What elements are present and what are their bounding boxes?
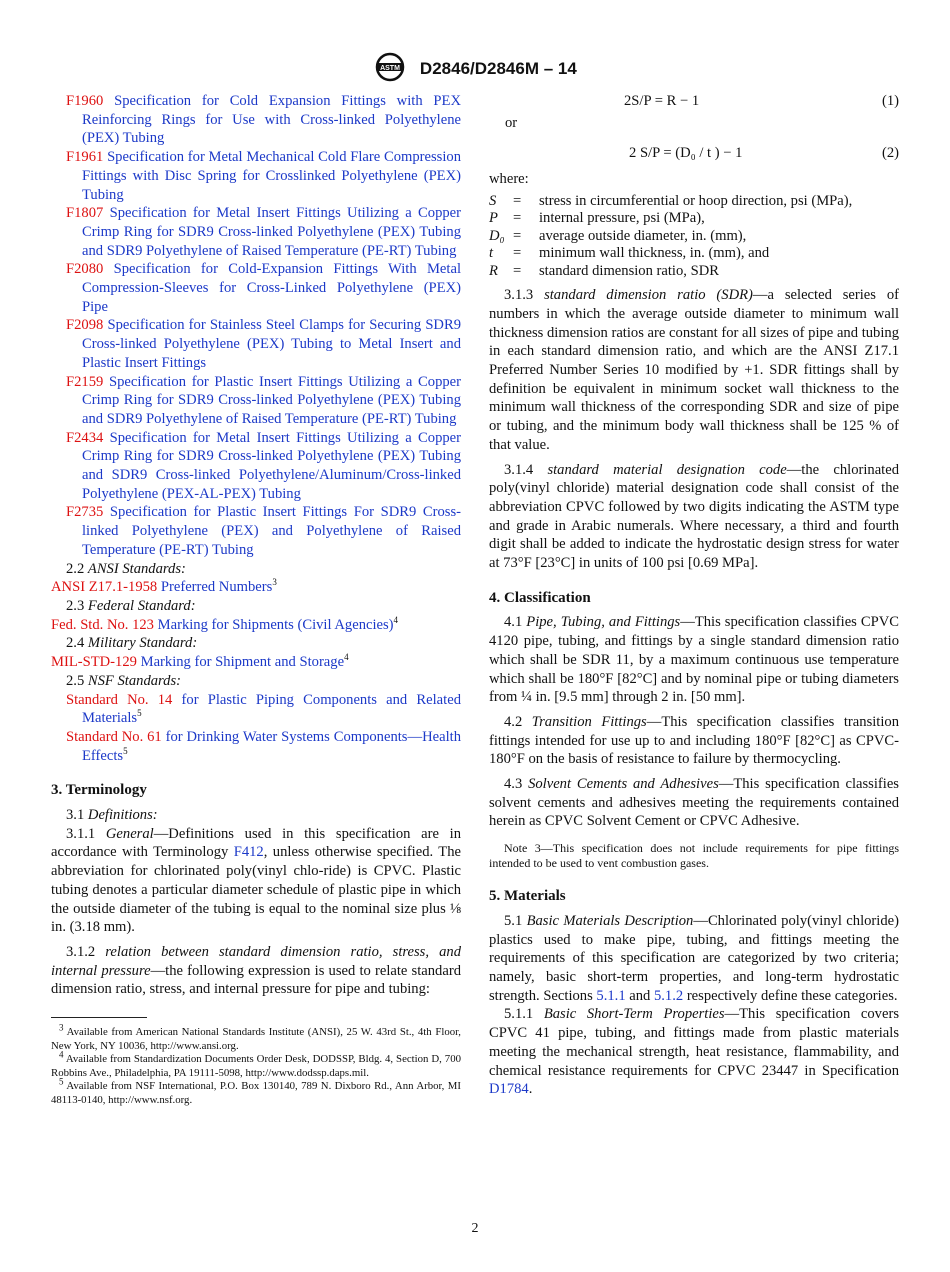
section-3-heading: 3. Terminology [51, 782, 147, 799]
para-4-1: 4.1 Pipe, Tubing, and Fittings—This specification classifies CPVC 4120 pipe, tubing, and fittings by a single standard dimension ratio which shall be SDR 11, by a maximum continuous use temperature which shall be 180°F [82°C] and by nominal pipe or tubing diameters from ¼ in. [9.5 mm] through 2 in. [50 mm]. [489, 614, 899, 706]
reference-item [51, 260, 461, 316]
svg-text:ASTM: ASTM [380, 65, 401, 72]
reference-item [51, 316, 461, 372]
equation-number: (1) [881, 93, 899, 109]
para-5-1: 5.1 Basic Materials Description—Chlorinated poly(vinyl chloride) plastics used to make pipe, tubing, and fittings meeting the requirements of this specification are categorized by two criteria; namely, basic short-term properties, and long-term hydrostatic strength. Sections 5.1.1 and 5.1.2 respectively define these categories. [489, 912, 899, 1004]
variable-row [489, 263, 852, 281]
specification-link[interactable]: D1784 [489, 1081, 529, 1098]
equals-sign: = [513, 262, 522, 279]
ref-title[interactable]: Marking for Shipments (Civil Agencies) [157, 616, 394, 633]
variable-row [489, 228, 852, 246]
footnote-divider [51, 1017, 147, 1018]
equation-formula: 2S/P = R − 1 [624, 93, 700, 109]
section-2-2: 2.2 ANSI Standards: [66, 560, 186, 577]
ref-code[interactable]: F1961 [66, 149, 104, 166]
where-label: where: [489, 171, 529, 187]
reference-list [51, 92, 461, 560]
para-4-3: 4.3 Solvent Cements and Adhesives—This specification classifies solvent cements and adhesives meeting the requirements contained herein as CPVC Solvent Cement or CPVC Adhesive. [489, 776, 899, 830]
ref-title[interactable]: Marking for Shipment and Storage [140, 654, 345, 671]
section-5-heading: 5. Materials [489, 888, 566, 905]
section-2-4: 2.4 Military Standard: [66, 635, 198, 652]
para-3-1: 3.1 Definitions: [66, 807, 158, 824]
ref-code[interactable]: F2080 [66, 261, 104, 278]
equals-sign: = [513, 210, 522, 227]
footnotes [51, 1022, 462, 1107]
terminology-link[interactable]: F412 [233, 844, 264, 861]
ref-code[interactable]: F2159 [66, 373, 104, 390]
right-column [489, 92, 899, 1099]
left-column [51, 92, 461, 1107]
ref-code[interactable]: Standard No. 14 [66, 691, 173, 708]
mil-reference: MIL-STD-129 Marking for Shipment and Storage$^4$ [51, 652, 349, 671]
section-link[interactable]: 5.1.2 [653, 987, 684, 1004]
reference-item [51, 503, 461, 559]
section-2-5: 2.5 NSF Standards: [66, 672, 182, 689]
ref-title[interactable]: Specification for Plastic Insert Fittings For SDR9 Cross-linked Polyethylene (PEX) and Polyethylene of Raised Temperature (PE-RT) Tubing [82, 504, 461, 558]
ref-title[interactable]: Specification for Plastic Insert Fittings Utilizing a Copper Crimp Ring for SDR9 Cross-linked Polyethylene (PEX) Tubing and SDR9 Polyethylene of Raised Temperature (PE-RT) Tubing [82, 373, 461, 427]
para-3-1-3: 3.1.3 standard dimension ratio (SDR)—a selected series of numbers in which the average outside diameter to minimum wall thickness dimension ratios are constant for all sizes of pipe and tubing in each standard dimension ratio, and which are the ANSI Z17.1 Preferred Number Series 10 modified by +1. SDR fittings shall by definition be equivalent in minimum socket wall thickness to the minimum wall thickness of the corresponding SDR and size of pipe or tubing, and the minimum body wall thickness shall be 125 % of that value. [489, 287, 900, 453]
ref-code[interactable]: Fed. Std. No. 123 [51, 616, 154, 633]
ref-title[interactable]: Specification for Metal Mechanical Cold Flare Compression Fittings with Disc Spring for Crosslinked Polyethylene (PEX) Tubing [82, 149, 461, 203]
equation-2 [489, 144, 899, 166]
astm-logo-icon [373, 52, 407, 87]
section-link[interactable]: 5.1.1 [596, 987, 626, 1004]
ref-title[interactable]: for Plastic Piping Components and Related Materials [82, 691, 461, 727]
ref-code[interactable]: F1807 [66, 205, 104, 222]
section-2-3: 2.3 Federal Standard: [66, 597, 196, 614]
ref-code[interactable]: MIL-STD-129 [51, 654, 137, 671]
ref-title[interactable]: Specification for Cold Expansion Fittings with PEX Reinforcing Rings for Use with Cross-linked Polyethylene (PEX) Tubing [82, 93, 461, 147]
variable-definitions [489, 193, 852, 281]
footnote: $^5$ Available from NSF International, P.O. Box 130140, 789 N. Dixboro Rd., Ann Arbor, MI 48113-0140, http://www.nsf.org. [51, 1076, 461, 1106]
ref-title[interactable]: Preferred Numbers [160, 579, 273, 596]
reference-item [51, 373, 461, 429]
ref-code[interactable]: F2434 [66, 429, 104, 446]
ref-title[interactable]: Specification for Metal Insert Fittings Utilizing a Copper Crimp Ring for SDR9 Cross-linked Polyethylene (PEX) Tubing and SDR9 Polyethylene of Raised Temperature (PE-RT) Tubing [82, 205, 461, 259]
variable-row [489, 193, 852, 211]
page-header [0, 52, 950, 87]
ref-title[interactable]: Specification for Metal Insert Fittings Utilizing a Copper Crimp Ring for SDR9 Cross-linked Polyethylene (PEX) Tubing and SDR9 Cross-linked Polyethylene/Aluminum/Cross-linked Polyethylene (PEX-AL-PEX) Tubing [82, 429, 461, 502]
section-4-heading: 4. Classification [489, 589, 591, 606]
footnote: $^3$ Available from American National Standards Institute (ANSI), 25 W. 43rd St., 4th Floor, New York, NY 10036, http://www.ansi.org. [51, 1022, 462, 1052]
para-3-1-2: 3.1.2 relation between standard dimension ratio, stress, and internal pressure—the following expression is used to relate standard dimension ratio, stress, and internal pressure for pipe and tubing: [51, 943, 461, 998]
variable-description: standard dimension ratio, SDR [539, 262, 719, 279]
ref-code[interactable]: F2735 [66, 504, 104, 521]
ansi-reference: ANSI Z17.1-1958 Preferred Numbers$^3$ [51, 577, 277, 596]
variable-description: stress in circumferential or hoop direction, psi (MPa), [539, 192, 853, 209]
para-5-1-1: 5.1.1 Basic Short-Term Properties—This specification covers CPVC 41 pipe, tubing, and fittings made from plastic materials meeting the mechanical strength, heat resistance, flammability, and chemical resistance requirements for CPVC 23447 in Specification D1784. [489, 1006, 899, 1098]
variable-symbol: t [489, 245, 494, 262]
variable-description: average outside diameter, in. (mm), [539, 227, 747, 244]
equals-sign: = [513, 245, 522, 262]
ref-title[interactable]: Specification for Stainless Steel Clamps for Securing SDR9 Cross-linked Polyethylene (PEX) Tubing to Metal Insert and Plastic Insert Fittings [82, 317, 461, 371]
ref-code[interactable]: Standard No. 61 [66, 728, 162, 745]
para-3-1-1: 3.1.1 General—Definitions used in this specification are in accordance with Terminology F412, unless otherwise specified. The abbreviation for chlorinated poly(vinyl chlo-ride) is CPVC. Plastic tubing denotes a particular diameter schedule of plastic pipe in which the outside diameter of the tubing is equal to the nominal size plus ⅛ in. (3.18 mm). [51, 825, 461, 936]
equals-sign: = [513, 192, 522, 209]
variable-description: minimum wall thickness, in. (mm), and [539, 245, 770, 262]
footnote: $^4$ Available from Standardization Documents Order Desk, DODSSP, Bldg. 4, Section D, 700 Robbins Ave., Philadelphia, PA 19111-5098, http://www.dodssp.daps.mil. [51, 1049, 461, 1079]
ref-code[interactable]: F2098 [66, 317, 104, 334]
variable-symbol: P [489, 210, 498, 227]
variable-description: internal pressure, psi (MPa), [539, 210, 705, 227]
ref-title[interactable]: Specification for Cold-Expansion Fittings With Metal Compression-Sleeves for Cross-Linked Polyethylene (PEX) Pipe [82, 261, 461, 315]
variable-row [489, 210, 852, 228]
equation-formula: 2 S/P = (D₀ / t ) − 1 [629, 145, 743, 161]
ref-title[interactable]: for Drinking Water Systems Components—Health Effects [82, 728, 461, 764]
ref-code[interactable]: ANSI Z17.1-1958 [51, 579, 158, 596]
para-3-1-4: 3.1.4 standard material designation code—the chlorinated poly(vinyl chloride) material designation code shall consist of the abbreviation CPVC followed by two digits indicating the ASTM type and grade in Arabic numerals. Where necessary, a third and fourth digit shall be added to indicate the hydrostatic design stress for water at 73°F [23°C] in units of 100 psi [0.69 MPa]. [489, 461, 900, 572]
variable-symbol: S [489, 192, 497, 209]
equation-number: (2) [881, 145, 899, 161]
variable-row [489, 245, 852, 263]
variable-symbol: D₀ [489, 227, 505, 244]
equals-sign: = [513, 227, 522, 244]
document-designation: D2846/D2846M – 14 [419, 58, 577, 78]
equation-or: or [505, 115, 518, 131]
reference-item [51, 92, 461, 148]
equation-1 [489, 92, 899, 114]
ref-code[interactable]: F1960 [66, 93, 104, 109]
para-4-2: 4.2 Transition Fittings—This specification classifies transition fittings intended for use up to and including 180°F [82°C] as CPVC-180°F on the basis of resistance to failure by thermocycling. [489, 713, 900, 768]
nsf-reference: Standard No. 14 for Plastic Piping Components and Related Materials$^5$ [66, 691, 461, 727]
variable-symbol: R [489, 262, 498, 279]
page-number: 2 [471, 1221, 479, 1236]
reference-item [51, 429, 461, 504]
nsf-reference: Standard No. 61 for Drinking Water Systems Components—Health Effects$^5$ [66, 728, 461, 764]
note-3: Note 3—This specification does not include requirements for pipe fittings intended to be used to vent combustion gases. [489, 841, 899, 871]
fed-reference: Fed. Std. No. 123 Marking for Shipments (Civil Agencies)$^4$ [51, 614, 399, 633]
reference-item [51, 204, 461, 260]
reference-item [51, 148, 461, 204]
